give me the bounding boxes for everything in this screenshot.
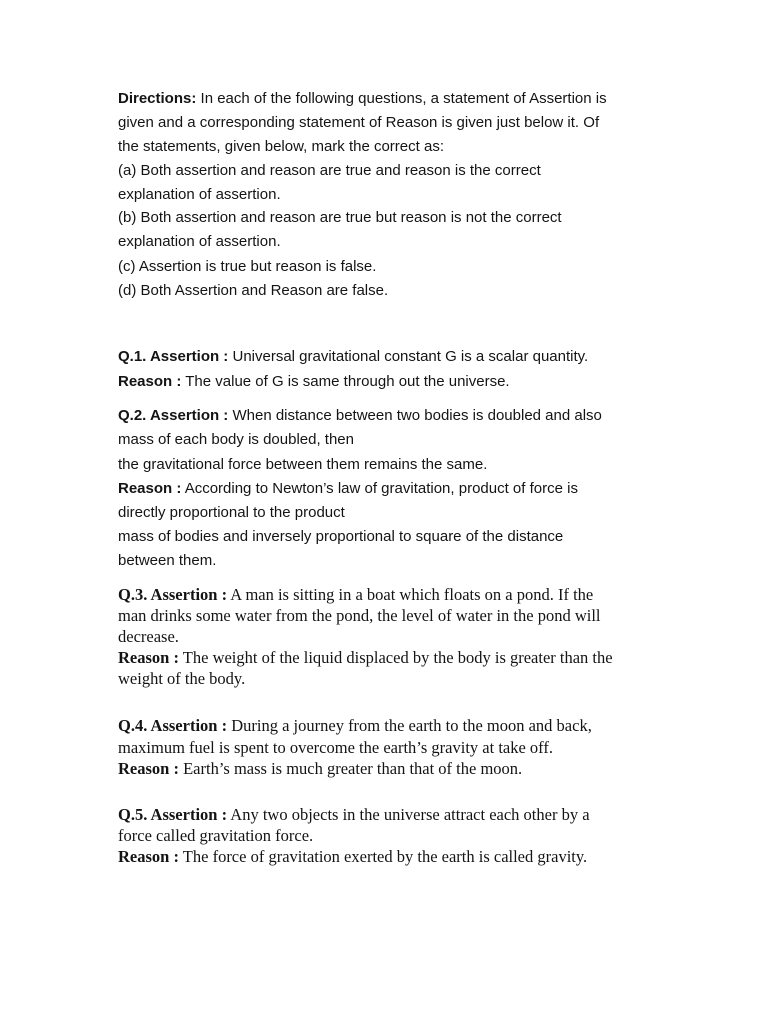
q2-assertion	[118, 407, 602, 424]
q3-reason-text: The weight of the liquid displaced by the body is greater than the	[178, 648, 613, 667]
q2-assertion-line-3: the gravitational force between them remains the same.	[118, 456, 488, 473]
q4-reason-label: Reason :	[118, 759, 179, 778]
q1-reason-label: Reason :	[118, 373, 182, 390]
q1-assertion-text: Universal gravitational constant G is a scalar quantity.	[228, 348, 589, 365]
q3-assertion-label: Q.3. Assertion :	[118, 585, 228, 604]
q2-reason-label: Reason :	[118, 480, 182, 497]
option-b-line-2: explanation of assertion.	[118, 233, 281, 250]
q2-reason	[118, 480, 578, 497]
q3-assertion-line-2: man drinks some water from the pond, the level of water in the pond will	[118, 606, 601, 625]
q3-assertion	[118, 585, 593, 605]
q1-reason	[118, 373, 510, 390]
directions-line-3: the statements, given below, mark the correct as:	[118, 138, 444, 155]
option-c: (c) Assertion is true but reason is false.	[118, 258, 377, 275]
q2-assertion-label: Q.2. Assertion :	[118, 407, 229, 424]
directions-line-2: given and a corresponding statement of Reason is given just below it. Of	[118, 114, 600, 131]
q5-assertion-text: Any two objects in the universe attract each other by a	[227, 805, 590, 824]
q5-assertion	[118, 805, 590, 825]
q1-assertion-label: Q.1. Assertion :	[118, 348, 229, 365]
q1-assertion	[118, 348, 588, 365]
q4-assertion-label: Q.4. Assertion :	[118, 716, 228, 735]
q5-reason	[118, 847, 587, 867]
q2-assertion-text: When distance between two bodies is doubled and also	[228, 407, 602, 424]
q4-assertion-text: During a journey from the earth to the moon and back,	[227, 716, 592, 735]
q3-reason-line-2: weight of the body.	[118, 669, 246, 688]
directions-text: In each of the following questions, a statement of Assertion is	[196, 90, 607, 107]
q5-reason-label: Reason :	[118, 847, 179, 866]
q2-reason-line-4: between them.	[118, 552, 217, 569]
q4-reason	[118, 759, 522, 779]
q4-assertion	[118, 716, 592, 736]
option-a-line-1: (a) Both assertion and reason are true and reason is the correct	[118, 162, 541, 179]
q3-reason-label: Reason :	[118, 648, 179, 667]
q5-reason-text: The force of gravitation exerted by the earth is called gravity.	[178, 847, 588, 866]
q2-assertion-line-2: mass of each body is doubled, then	[118, 431, 354, 448]
option-a-line-2: explanation of assertion.	[118, 186, 281, 203]
q5-assertion-label: Q.5. Assertion :	[118, 805, 228, 824]
q3-reason	[118, 648, 613, 668]
option-b-line-1: (b) Both assertion and reason are true but reason is not the correct	[118, 209, 562, 226]
q2-reason-text: According to Newton’s law of gravitation, product of force is	[181, 480, 578, 497]
q2-reason-line-2: directly proportional to the product	[118, 504, 345, 521]
q4-assertion-line-2: maximum fuel is spent to overcome the earth’s gravity at take off.	[118, 738, 553, 757]
directions-heading: Directions:	[118, 90, 197, 107]
q3-assertion-line-3: decrease.	[118, 627, 179, 646]
q3-assertion-text: A man is sitting in a boat which floats on a pond. If the	[227, 585, 594, 604]
q5-assertion-line-2: force called gravitation force.	[118, 826, 314, 845]
q2-reason-line-3: mass of bodies and inversely proportional to square of the distance	[118, 528, 564, 545]
option-d: (d) Both Assertion and Reason are false.	[118, 282, 389, 299]
directions-line-1	[118, 90, 607, 107]
q1-reason-text: The value of G is same through out the universe.	[181, 373, 510, 390]
q4-reason-text: Earth’s mass is much greater than that of the moon.	[178, 759, 523, 778]
